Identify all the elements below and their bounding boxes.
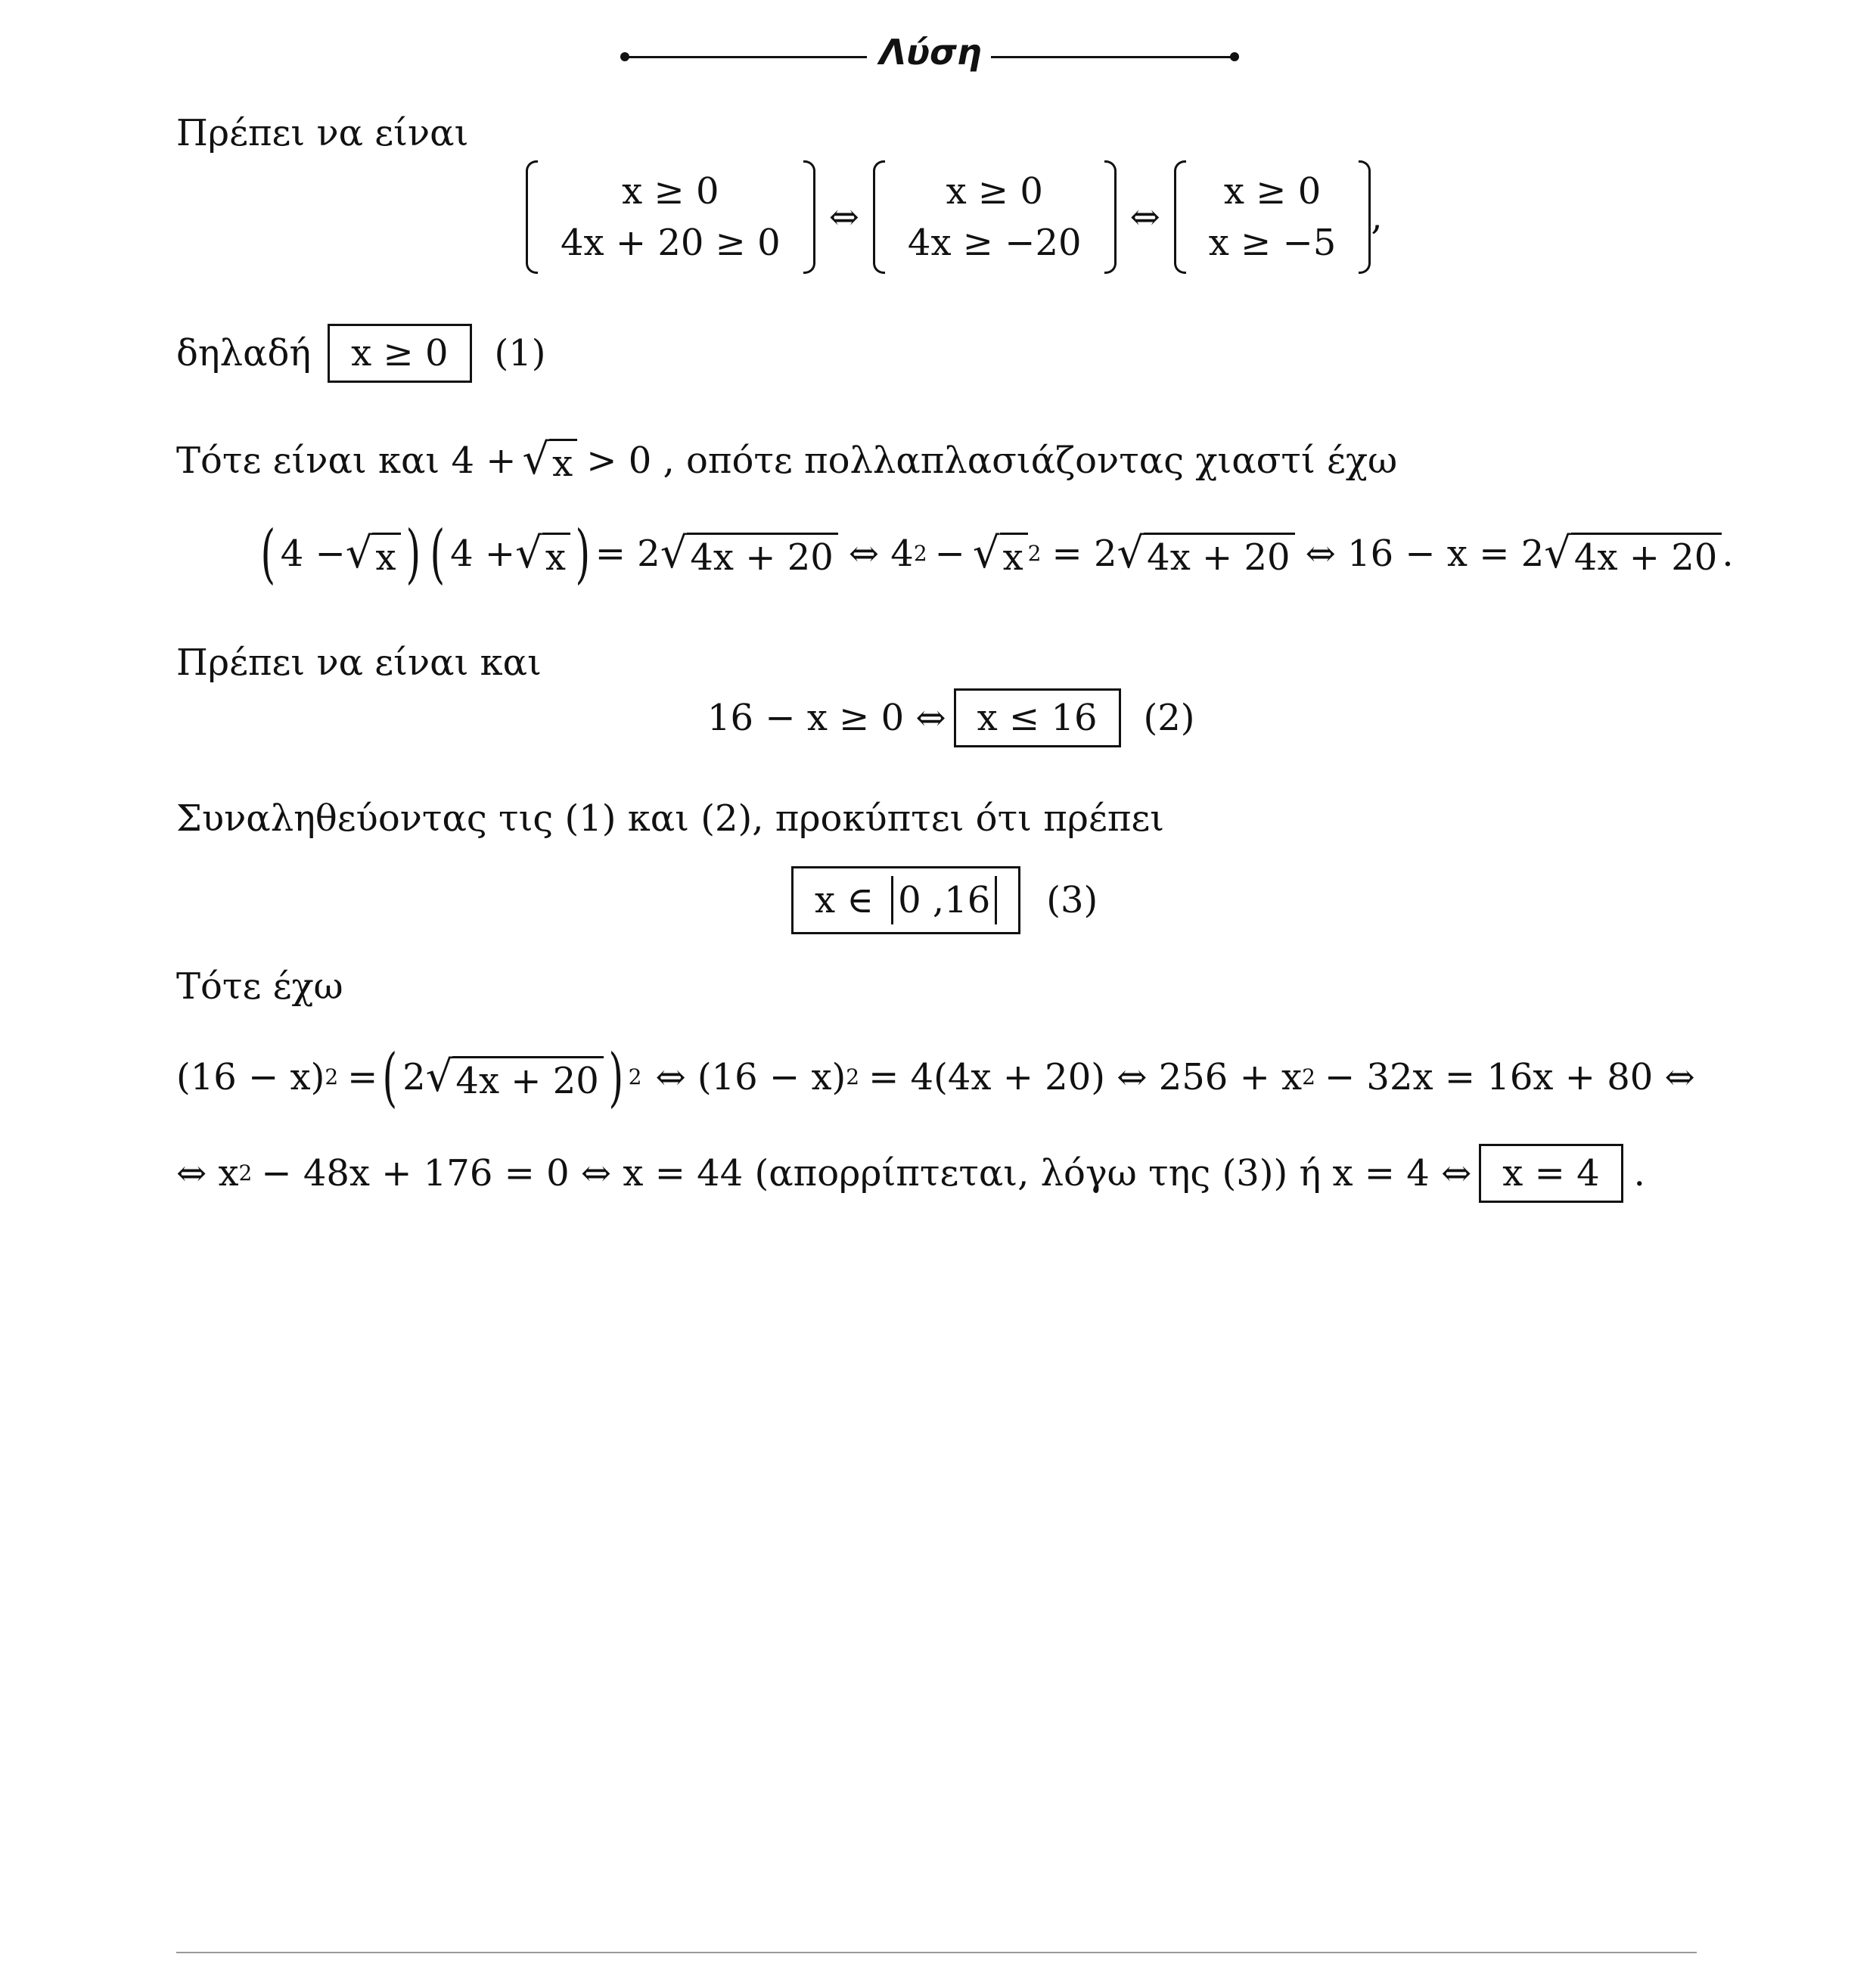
equation-d: (16 − x) 2 = ( 2 √ 4x + 20 ) 2 ⇔ (16 − x) 2 = 4(4x + 20) ⇔ 256 + x 2 − 32x = 16x + 80 ⇔ [176, 1040, 1695, 1114]
system-3-row-1: x ≥ 0 [1223, 170, 1322, 213]
radical-sign: √ [522, 435, 550, 484]
paragraph-4: Πρέπει να είναι και [176, 642, 542, 684]
system-2-row-2: 4x ≥ −20 [907, 222, 1082, 264]
paragraph-3-lead: Τότε είναι και 4 + [176, 439, 517, 482]
reference-1: (1) [494, 332, 546, 374]
equivalence-2: ⇔ [1129, 196, 1160, 238]
system-2-row-1: x ≥ 0 [946, 170, 1043, 213]
sqrt-expression: √ 4x + 20 [426, 1056, 604, 1099]
inequality-system [526, 160, 1383, 274]
sqrt-x: √ x [346, 533, 401, 576]
equation-e: ⇔ x 2 − 48x + 176 = 0 ⇔ x = 44 (απορρίπτεται, λόγω της (3)) ή x = 4 ⇔ x = 4 . [176, 1144, 1645, 1203]
closed-interval: 0 ,16 [891, 876, 997, 924]
sqrt-x: √ x [973, 533, 1028, 576]
left-brace [873, 160, 885, 274]
system-1 [526, 160, 815, 274]
equation-a: ( 4 − √ x ) ( 4 + √ x ) = 2 √ 4x + 20 ⇔ 4 2 − √ x 2 = 2 √ 4x + 20 ⇔ 16 − x = 2 √ 4x + 20 . [260, 517, 1734, 591]
paragraph-5: Συναληθεύοντας τις (1) και (2), προκύπτει ότι πρέπει [176, 797, 1165, 840]
system-2 [873, 160, 1117, 274]
sqrt-expression: √ 4x + 20 [1544, 533, 1722, 576]
sqrt-x: √ x [522, 439, 577, 482]
system-3 [1174, 160, 1371, 274]
boxed-domain: x ∈ 0 ,16 [791, 866, 1020, 934]
heading-title: Λύση [879, 32, 982, 73]
sqrt-expression: √ 4x + 20 [660, 533, 838, 576]
heading-rule-right [991, 56, 1237, 58]
system-1-row-1: x ≥ 0 [622, 170, 719, 213]
system-tail: , [1371, 196, 1383, 238]
equivalence-1: ⇔ [828, 196, 859, 238]
system-1-row-2: 4x + 20 ≥ 0 [561, 222, 781, 264]
right-brace [1359, 160, 1371, 274]
section-heading [620, 32, 1241, 85]
reference-2: (2) [1143, 697, 1195, 739]
paragraph-3 [176, 435, 1398, 485]
paragraph-1: Πρέπει να είναι [176, 112, 469, 154]
paragraph-2-text: δηλαδή [176, 332, 312, 374]
equation-c [791, 866, 1098, 934]
paragraph-3-tail: > 0 , οπότε πολλαπλασιάζοντας χιαστί έχω [586, 439, 1398, 482]
left-brace [1174, 160, 1186, 274]
right-brace [803, 160, 815, 274]
heading-rule-left [626, 56, 867, 58]
heading-dot-right [1230, 52, 1239, 61]
right-brace [1104, 160, 1117, 274]
footer-rule [176, 1952, 1697, 1953]
equation-b: 16 − x ≥ 0 ⇔ x ≤ 16 (2) [707, 688, 1195, 747]
left-brace [526, 160, 538, 274]
reference-3: (3) [1046, 879, 1098, 921]
sqrt-expression: √ 4x + 20 [1117, 533, 1294, 576]
boxed-condition-1: x ≥ 0 [328, 324, 471, 383]
boxed-condition-2: x ≤ 16 [954, 688, 1121, 747]
boxed-solution: x = 4 [1479, 1144, 1623, 1203]
system-3-row-2: x ≥ −5 [1208, 222, 1337, 264]
paragraph-2 [176, 324, 546, 383]
sqrt-x: √ x [515, 533, 570, 576]
paragraph-6: Τότε έχω [176, 965, 343, 1008]
